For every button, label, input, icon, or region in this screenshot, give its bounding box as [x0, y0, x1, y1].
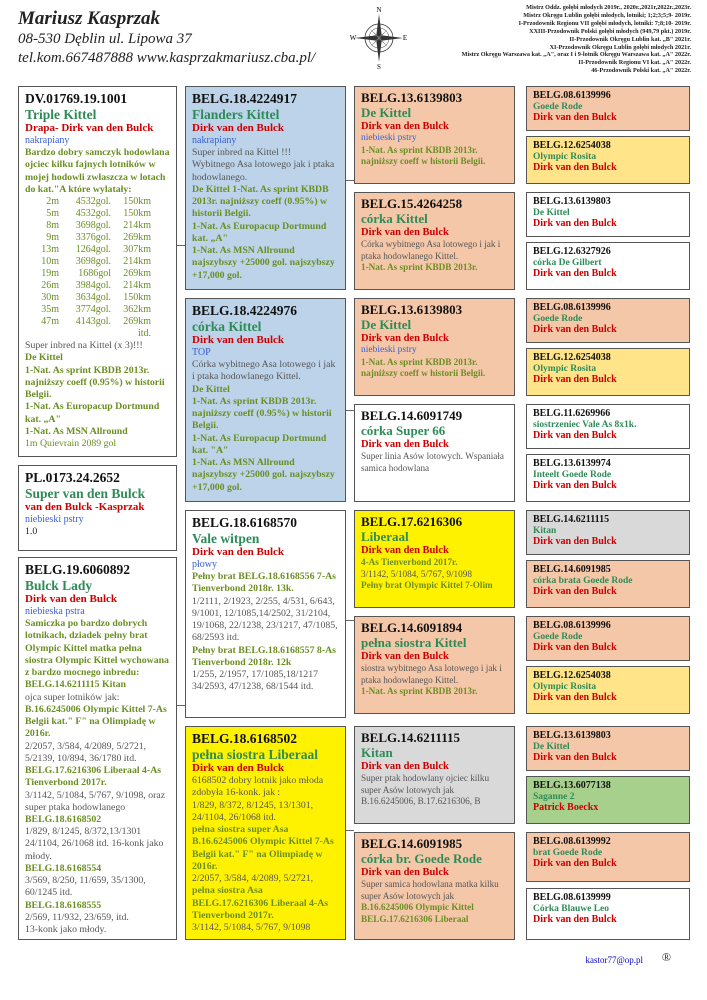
breeder-header — [18, 8, 348, 68]
pigeon-name: De Kittel — [533, 741, 570, 752]
description: 1/2111, 2/1923, 2/255, 4/531, 6/643, 9/1001, 12/1085,14/2502, 31/2104, 19/1068, 22/1238, 23/1217, 47/1085, 68/2593 itd. — [192, 595, 338, 644]
description: 2/569, 11/932, 23/659, itd. — [25, 911, 129, 923]
ring-number: BELG.08.6139999 — [533, 892, 611, 903]
award-line: 46-Przodownik Polski kat. „A" 2022r. — [591, 67, 691, 75]
owner-name: Dirk van den Bulck — [533, 430, 617, 442]
pl-pigeon-card[interactable] — [18, 465, 177, 551]
pigeon-name: Triple Kittel — [25, 106, 97, 122]
owner-name: Dirk van den Bulck — [533, 858, 617, 870]
connector-line — [177, 705, 185, 706]
description: 1-Nat. As sprint KBDB 2013r. najniższy coeff (0.95%) w historii Belgii. — [192, 395, 332, 432]
ring-number: BELG.18.6168502 — [192, 731, 298, 746]
owner-name: Dirk van den Bulck — [533, 162, 617, 174]
ancestor-card[interactable] — [526, 136, 690, 184]
description: 1-Nat. As sprint KBDB 2013r. — [361, 686, 478, 697]
pigeon-name: Olympic Rosita — [533, 363, 597, 374]
description: Super samica hodowlana matka kilku super Asów lotowych jak — [361, 879, 499, 901]
connector-line — [346, 830, 354, 831]
ring-number: BELG.14.6211115 — [361, 730, 460, 745]
pigeon-name: Goede Rode — [533, 101, 583, 112]
ancestor-card[interactable] — [526, 242, 690, 290]
description: BELG.17.6216306 Liberaal — [361, 913, 469, 924]
description: BELG.17.6216306 Liberaal 4-As Tienverbond 2017r. — [25, 765, 162, 789]
compass-w: W — [349, 34, 357, 42]
owner-name: Dirk van den Bulck — [533, 218, 617, 230]
description: 1-Nat. As sprint KBDB 2013r. najniższy coeff w historii Belgii. — [361, 144, 486, 167]
pigeon-name: pełna siostra Kittel — [361, 634, 467, 650]
description: 2/2057, 3/584, 4/2089, 5/2721, 5/2139, 10/894, 36/1780 itd. — [25, 740, 147, 764]
description: Pełny brat BELG.18.6168556 7-As Tienverbond 2018r. 13k. — [192, 571, 336, 595]
description: De Kittel 1-Nat. As sprint KBDB 2013r. najniższy coeff (0.95%) w historii Belgii. — [192, 183, 329, 220]
description: Super inbred na Kittel (x 3)!!! — [25, 340, 143, 352]
ring-number: BELG.12.6254038 — [533, 670, 611, 681]
pigeon-color: niebieski pstry — [361, 345, 417, 356]
owner-name: Dirk van den Bulck — [533, 752, 617, 764]
ancestor-card[interactable] — [526, 726, 690, 771]
description: Samiczka po bardzo dobrych lotnikach, dziadek pełny brat Olympic Kittel matka pełna siostra Olympic Kittel wychowana z bardzo mocnego inbredu: — [25, 618, 169, 679]
description: BELG.18.6168555 — [25, 899, 102, 911]
pigeon-name: córka De Gilbert — [533, 257, 602, 268]
owner-name: Patrick Boeckx — [533, 802, 599, 814]
pigeon-name: De Kittel — [533, 207, 570, 218]
award-line: II-Przodownik Okręgu Lublin kat. „B" 2021r. — [569, 35, 691, 43]
owner-name: Dirk van den Bulck — [533, 914, 617, 926]
pigeon-name: córka br. Goede Rode — [361, 850, 482, 866]
award-line: XXIII-Przodownik Polski gołębi młodych (949,79 pkt.) 2019r. — [529, 27, 691, 35]
pigeon-color: niebieski pstry — [361, 133, 417, 144]
pigeon-name: Goede Rode — [533, 631, 583, 642]
dam-card[interactable] — [185, 298, 346, 502]
ancestor-card[interactable] — [526, 776, 690, 824]
ring-number: BELG.14.6091894 — [361, 620, 463, 635]
description: siostra wybitnego Asa lotowego i jak i ptaka hodowlanego Kittel. — [361, 663, 502, 685]
ring-number: BELG.14.6091985 — [533, 564, 611, 575]
owner-name: Dirk van den Bulck — [533, 112, 617, 124]
ring-number: BELG.14.6091749 — [361, 408, 463, 423]
owner-name: Dirk van den Bulck — [533, 586, 617, 598]
description: ojca super lotników jak: — [25, 691, 120, 703]
pigeon-name: siostrzeniec Vale As 8x1k. — [533, 419, 637, 430]
description: 1/829, 8/1245, 8/372,13/1301 24/1104, 26/1068 itd. 16-konk jako młody. — [25, 826, 164, 862]
pigeon-color: TOP — [192, 347, 211, 359]
dam-card[interactable] — [185, 726, 346, 940]
description: 3/1142, 5/1084, 5/767, 9/1098 — [192, 922, 311, 934]
ancestor-card[interactable] — [526, 666, 690, 714]
award-line: I-Przodownik Regionu VII gołębi młodych, lotniki: 7;8;10- 2019r. — [518, 19, 691, 27]
pigeon-color: nakrapiany — [25, 135, 70, 147]
owner-name: Dirk van den Bulck — [361, 760, 449, 772]
description: Bardzo dobry samczyk hodowlana ojciec kilku fajnych lotników w mojej hodowli zwłaszcza w lotach do kat."A które wylatały: — [25, 147, 170, 195]
note: 1.0 — [25, 526, 38, 538]
ancestor-card[interactable] — [526, 298, 690, 343]
race-results: 2m 4532gol. 150km 5m 4532gol. 150km 8m 3698gol. 214km 9m 3376gol. 269km 13m 1264gol. 307km 10m 3698gol. 214km 19m 1686gol 269km 26m 3984gol. 214km 30m 3634gol. 150km 35m 3774gol. 362km 47m 4143gol. 269km itd. — [41, 196, 151, 340]
breeder-address: 08-530 Dęblin ul. Lipowa 37 — [18, 31, 192, 47]
description: 1-Nat. As Europacup Dortmund kat. „A" — [192, 220, 327, 244]
description: B.16.6245006 Olympic Kittel 7-As Belgii kat." F" na Olimpiadę w 2016r. — [25, 703, 167, 740]
pigeon-name: Olympic Rosita — [533, 681, 597, 692]
owner-name: Dirk van den Bulck — [361, 650, 449, 662]
ring-number: BELG.14.6091985 — [361, 836, 463, 851]
description: 1-Nat. As MSN Allround najszybszy +25000 gol. najszybszy +17,000 gol. — [192, 245, 335, 281]
pigeon-color: płowy — [192, 559, 217, 571]
owner-name: Dirk van den Bulck — [361, 226, 449, 238]
pigeon-name: Córka Blauwe Leo — [533, 903, 609, 914]
ring-number: PL.0173.24.2652 — [25, 470, 120, 485]
description: BELG.18.6168502 — [25, 813, 102, 825]
description: Córka wybitnego Asa lotowego i jak i ptaka hodowlanego Kittel. — [361, 239, 501, 261]
description: De Kittel — [192, 383, 230, 395]
ring-number: BELG.13.6139803 — [533, 196, 611, 207]
owner-name: Dirk van den Bulck — [533, 268, 617, 280]
award-line: XI-Przodownik Okręgu Lublin gołębi młodych 2021r. — [549, 43, 691, 51]
description: 3/1142, 5/1084, 5/767, 9/1098, oraz super ptaka hodowlanego — [25, 789, 166, 813]
ring-number: BELG.15.4264258 — [361, 196, 463, 211]
pigeon-name: Kitan — [361, 744, 393, 760]
pigeon-name: Liberaal — [361, 528, 409, 544]
pigeon-name: De Kittel — [361, 316, 412, 332]
pigeon-name: Flanders Kittel — [192, 106, 280, 122]
grandparent-card[interactable] — [354, 510, 515, 608]
breeder-contact[interactable]: tel.kom.667487888 www.kasprzakmariusz.cba.pl/ — [18, 50, 316, 66]
breeder-name: Mariusz Kasprzak — [18, 8, 161, 29]
description: 4-As Tienverbond 2017r. — [361, 557, 458, 568]
ring-number: BELG.18.4224976 — [192, 303, 298, 318]
connector-line — [346, 410, 354, 411]
description: 1-Nat. As sprint KBDB 2013r. najniższy coeff (0.95%) w historii Belgii. — [25, 364, 165, 401]
compass-s: S — [377, 63, 381, 71]
ring-number: BELG.08.6139992 — [533, 836, 611, 847]
description: 13-konk jako młody. — [25, 924, 107, 936]
grandparent-card[interactable] — [354, 726, 515, 824]
ancestor-card[interactable] — [526, 616, 690, 661]
ring-number: BELG.18.4224917 — [192, 91, 298, 106]
owner-name: Dirk van den Bulck — [533, 480, 617, 492]
pigeon-name: Olympic Rosita — [533, 151, 597, 162]
description: BELG.14.6211115 Kitan — [25, 679, 126, 691]
pigeon-name: Bulck Lady — [25, 577, 93, 593]
owner-name: Dirk van den Bulck — [361, 120, 449, 132]
pigeon-name: córka brata Goede Rode — [533, 575, 633, 586]
description: B.16.6245006 Olympic Kittel — [361, 902, 474, 913]
ancestor-card[interactable] — [526, 86, 690, 131]
pigeon-color: nakrapiany — [192, 135, 237, 147]
description: De Kittel — [25, 352, 63, 364]
award-line: Mistrz Okręgu Warszawa kat. „A", oraz I i 9-lotnik Okręgu Warszawa kat. „A" 2022r. — [461, 51, 691, 59]
ring-number: BELG.13.6077138 — [533, 780, 611, 791]
pigeon-color: niebieski pstry — [25, 514, 84, 526]
description: 1-Nat. As MSN Allround — [25, 425, 128, 437]
owner-name: Dirk van den Bulck — [192, 762, 284, 775]
pigeon-name: pełna siostra Liberaal — [192, 746, 319, 762]
ring-number: BELG.08.6139996 — [533, 620, 611, 631]
ring-number: BELG.11.6269966 — [533, 408, 611, 419]
description: 2/2057, 3/584, 4/2089, 5/2721, — [192, 873, 314, 885]
owner-name: Dirk van den Bulck — [361, 866, 449, 878]
pigeon-name: Super van den Bulck — [25, 485, 146, 501]
description: Super inbred na Kittel !!! — [192, 147, 292, 159]
pigeon-name: córka Kittel — [192, 318, 262, 334]
ring-number: BELG.14.6211115 — [533, 514, 610, 525]
ring-number: BELG.18.6168570 — [192, 515, 298, 530]
connector-line — [346, 180, 354, 181]
owner-name: van den Bulck -Kasprzak — [25, 501, 145, 514]
owner-name: Drapa- Dirk van den Bulck — [25, 122, 154, 135]
description: 1-Nat. As Europacup Dortmund kat. „A" — [25, 401, 160, 425]
ancestor-card[interactable] — [526, 888, 690, 940]
grandparent-card[interactable] — [354, 298, 515, 396]
footer-email-link[interactable]: kastor77@op.pl — [585, 955, 643, 965]
description: 1-Nat. As sprint KBDB 2013r. — [361, 262, 478, 273]
owner-name: Dirk van den Bulck — [533, 642, 617, 654]
description: 1-Nat. As MSN Allround najszybszy +25000 gol. najszybszy +17,000 gol. — [192, 457, 335, 493]
owner-name: Dirk van den Bulck — [192, 334, 284, 347]
ring-number: BELG.13.6139803 — [533, 730, 611, 741]
owner-name: Dirk van den Bulck — [533, 374, 617, 386]
description: 3/569, 8/250, 11/659, 35/1300, 60/1245 itd. — [25, 875, 146, 899]
pigeon-name: córka Super 66 — [361, 422, 446, 438]
owner-name: Dirk van den Bulck — [533, 324, 617, 336]
grandparent-card[interactable] — [354, 616, 515, 714]
pigeon-name: Kitan — [533, 525, 557, 536]
description: pełna siostra Asa BELG.17.6216306 Liberaal 4-As Tienverbond 2017r. — [192, 885, 329, 921]
ring-number: BELG.12.6327926 — [533, 246, 611, 257]
ring-number: BELG.13.6139803 — [361, 90, 463, 105]
ancestor-card[interactable] — [526, 454, 690, 502]
ring-number: BELG.12.6254038 — [533, 352, 611, 363]
description: Wybitnego Asa lotowego jak i ptaka hodowlanego. — [192, 159, 335, 183]
description: 1-Nat. As Europacup Dortmund kat. "A" — [192, 432, 327, 456]
connector-line — [177, 245, 185, 246]
sire-card[interactable] — [185, 86, 346, 290]
description: 1/829, 8/372, 8/1245, 13/1301, 24/1104, 26/1068 itd. — [192, 799, 314, 823]
grandparent-card[interactable] — [354, 86, 515, 184]
owner-name: Dirk van den Bulck — [533, 536, 617, 548]
ring-number: BELG.12.6254038 — [533, 140, 611, 151]
ring-number: BELG.08.6139996 — [533, 90, 611, 101]
ring-number: BELG.13.6139974 — [533, 458, 611, 469]
ancestor-card[interactable] — [526, 404, 690, 449]
ring-number: BELG.13.6139803 — [361, 302, 463, 317]
connector-line — [346, 620, 354, 621]
main-pigeon-card[interactable] — [18, 86, 177, 457]
awards-list — [371, 4, 691, 75]
pigeon-name: córka Kittel — [361, 210, 428, 226]
owner-name: Dirk van den Bulck — [192, 546, 284, 559]
description: Córka wybitnego Asa lotowego i jak i ptaka hodowlanego Kittel. — [192, 359, 336, 383]
description: Pełny brat Olympic Kittel 7-Olim — [361, 580, 493, 591]
owner-name: Dirk van den Bulck — [25, 593, 117, 606]
registered-mark: ® — [661, 950, 671, 964]
pigeon-name: Goede Rode — [533, 313, 583, 324]
pigeon-name: brat Goede Rode — [533, 847, 603, 858]
ancestor-card[interactable] — [526, 510, 690, 555]
description: 6168502 dobry lotnik jako młoda zdobyła 16-konk. jak : — [192, 775, 324, 799]
award-line: II-Przodownik Regionu VI kat. „A" 2022r. — [578, 59, 691, 67]
compass-e: E — [402, 34, 408, 42]
description: 3/1142, 5/1084, 5/767, 9/1098 — [361, 568, 472, 579]
grandparent-card[interactable] — [354, 832, 515, 940]
description: 1/255, 2/1957, 17/1085,18/1217 34/2593, 47/1238, 68/1544 itd. — [192, 669, 319, 693]
ancestor-card[interactable] — [526, 348, 690, 396]
pigeon-name: De Kittel — [361, 104, 412, 120]
description: 1-Nat. As sprint KBDB 2013r. najniższy coeff w historii Belgii. — [361, 356, 486, 379]
grandparent-card[interactable] — [354, 404, 515, 502]
ancestor-card[interactable] — [526, 832, 690, 882]
owner-name: Dirk van den Bulck — [192, 122, 284, 135]
owner-name: Dirk van den Bulck — [533, 692, 617, 704]
dam-pigeon-card[interactable] — [18, 557, 177, 940]
description: Super ptak hodowlany ojciec kilku super Asów lotowych jak B.16.6245006, B.17.6216306, B — [361, 773, 490, 807]
ring-number: DV.01769.19.1001 — [25, 91, 128, 106]
compass-n: N — [376, 6, 382, 14]
pigeon-name: Vale witpen — [192, 530, 260, 546]
award-line: Mistrz Oddz. gołębi młodych 2019r., 2020r.,2021r,2022r.,2023r. — [526, 4, 691, 11]
ring-number: BELG.19.6060892 — [25, 562, 131, 577]
ring-number: BELG.17.6216306 — [361, 514, 463, 529]
description: BELG.18.6168554 — [25, 862, 102, 874]
description: Super linia Asów lotowych. Wspaniała samica hodowlana — [361, 451, 504, 473]
award-line: Mistrz Okręgu Lublin gołębi młodych, lotniki; 1;2;3;5;9- 2019r. — [523, 11, 691, 19]
owner-name: Dirk van den Bulck — [361, 332, 449, 344]
pigeon-name: Inteelt Goede Rode — [533, 469, 612, 480]
grandparent-card[interactable] — [354, 192, 515, 290]
description: pełna siostra super Asa B.16.6245006 Olympic Kittel 7-As Belgii kat." F" na Olimpiadę w 2016r. — [192, 824, 334, 872]
ancestor-card[interactable] — [526, 560, 690, 608]
pigeon-name: Saganne 2 — [533, 791, 575, 802]
ring-number: BELG.08.6139996 — [533, 302, 611, 313]
owner-name: Dirk van den Bulck — [361, 544, 449, 556]
sire-card[interactable] — [185, 510, 346, 718]
ancestor-card[interactable] — [526, 192, 690, 237]
description: Pełny brat BELG.18.6168557 8-As Tienverbond 2018r. 12k — [192, 644, 336, 668]
pigeon-color: niebieska pstra — [25, 606, 85, 618]
owner-name: Dirk van den Bulck — [361, 438, 449, 450]
description: 1m Quievrain 2089 gol — [25, 438, 117, 450]
